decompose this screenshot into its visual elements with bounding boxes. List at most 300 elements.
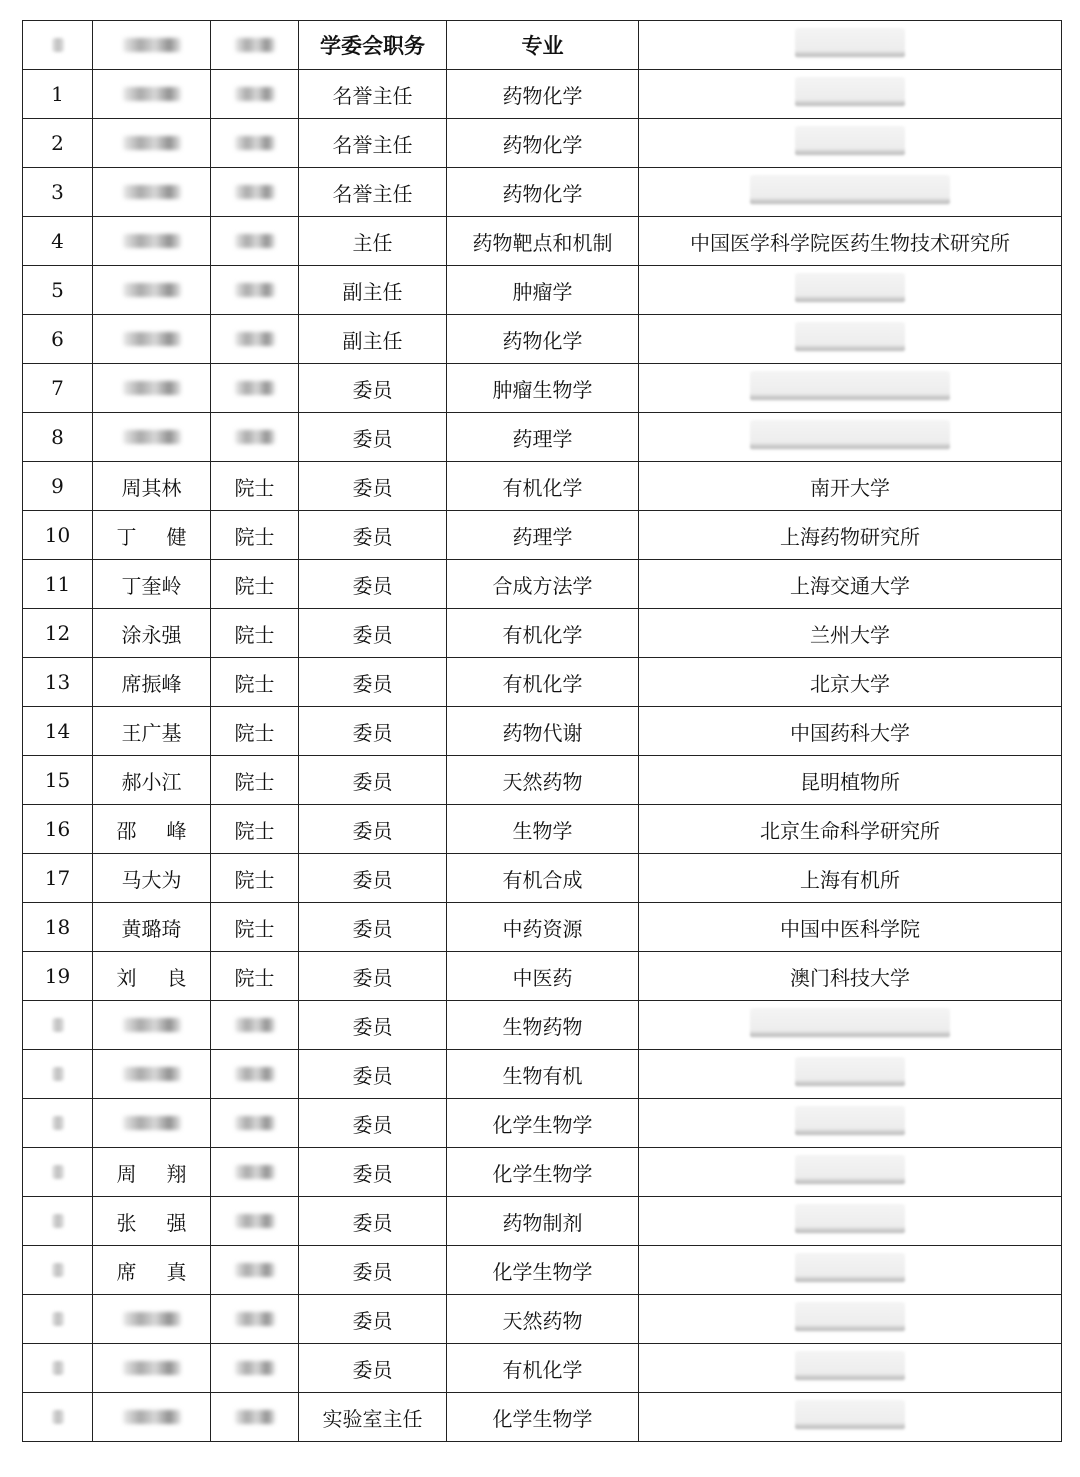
redacted-title xyxy=(235,1018,275,1032)
cell-institution-text: 兰州大学 xyxy=(810,622,890,647)
cell-institution-text: 上海药物研究所 xyxy=(780,524,920,549)
redacted-number xyxy=(52,1214,64,1228)
cell-role-text: 委员 xyxy=(352,867,393,892)
table-row xyxy=(23,266,1062,315)
cell-major-text: 肿瘤生物学 xyxy=(492,377,593,402)
table-row xyxy=(23,70,1062,119)
redacted-institution xyxy=(795,1204,905,1234)
cell-role xyxy=(299,119,447,168)
cell-title xyxy=(211,1050,299,1099)
cell-institution xyxy=(639,560,1062,609)
cell-role xyxy=(299,854,447,903)
cell-title xyxy=(211,952,299,1001)
cell-title xyxy=(211,707,299,756)
cell-title xyxy=(211,511,299,560)
table-row xyxy=(23,1001,1062,1050)
cell-major-text: 生物有机 xyxy=(502,1063,583,1088)
cell-institution xyxy=(639,1344,1062,1393)
cell-title xyxy=(211,1148,299,1197)
cell-number-text: 5 xyxy=(51,278,64,302)
cell-name-text: 席 真 xyxy=(116,1259,187,1284)
cell-major xyxy=(447,1148,639,1197)
cell-name xyxy=(93,315,211,364)
cell-major-text: 药物化学 xyxy=(502,83,583,108)
cell-title xyxy=(211,168,299,217)
cell-name-text: 席振峰 xyxy=(121,671,182,696)
header-major: 专业 xyxy=(447,21,639,70)
table-row xyxy=(23,413,1062,462)
cell-number xyxy=(23,511,93,560)
cell-number xyxy=(23,1148,93,1197)
cell-major-text: 药理学 xyxy=(512,524,573,549)
cell-role-text: 委员 xyxy=(352,1014,393,1039)
redacted-institution xyxy=(795,273,905,303)
cell-major xyxy=(447,903,639,952)
cell-name xyxy=(93,1344,211,1393)
cell-title xyxy=(211,609,299,658)
cell-institution xyxy=(639,1001,1062,1050)
cell-name xyxy=(93,1393,211,1442)
cell-number-text: 16 xyxy=(44,817,71,841)
cell-major-text: 化学生物学 xyxy=(492,1406,593,1431)
redacted-name xyxy=(123,1067,181,1081)
cell-institution xyxy=(639,1246,1062,1295)
cell-title xyxy=(211,658,299,707)
cell-name xyxy=(93,1246,211,1295)
cell-number-text: 17 xyxy=(44,866,71,890)
redacted-name xyxy=(123,1312,181,1326)
cell-title-text: 院士 xyxy=(234,965,275,990)
cell-role xyxy=(299,511,447,560)
redacted-name xyxy=(123,1361,181,1375)
cell-number xyxy=(23,854,93,903)
cell-role xyxy=(299,707,447,756)
redacted-institution xyxy=(795,1253,905,1283)
cell-title xyxy=(211,413,299,462)
cell-title xyxy=(211,462,299,511)
cell-number xyxy=(23,413,93,462)
cell-number xyxy=(23,707,93,756)
cell-number-text: 1 xyxy=(51,82,64,106)
cell-role xyxy=(299,413,447,462)
cell-role xyxy=(299,1099,447,1148)
cell-role xyxy=(299,756,447,805)
cell-major-text: 中药资源 xyxy=(502,916,583,941)
cell-role xyxy=(299,805,447,854)
cell-major-text: 药理学 xyxy=(512,426,573,451)
cell-major-text: 药物代谢 xyxy=(502,720,583,745)
redacted-name xyxy=(123,1116,181,1130)
cell-major xyxy=(447,217,639,266)
cell-title xyxy=(211,1197,299,1246)
cell-role-text: 名誉主任 xyxy=(332,83,413,108)
cell-major-text: 化学生物学 xyxy=(492,1112,593,1137)
cell-title xyxy=(211,1344,299,1393)
cell-major xyxy=(447,756,639,805)
table-row xyxy=(23,805,1062,854)
cell-institution xyxy=(639,1393,1062,1442)
cell-number-text: 11 xyxy=(44,572,71,596)
table-row xyxy=(23,315,1062,364)
cell-institution xyxy=(639,266,1062,315)
cell-major xyxy=(447,511,639,560)
cell-major xyxy=(447,1344,639,1393)
redacted-number xyxy=(52,1263,64,1277)
redacted-title xyxy=(235,185,275,199)
cell-name xyxy=(93,266,211,315)
table-row xyxy=(23,609,1062,658)
cell-name-text: 丁 健 xyxy=(116,524,187,549)
cell-major-text: 药物化学 xyxy=(502,132,583,157)
cell-institution xyxy=(639,315,1062,364)
cell-institution xyxy=(639,511,1062,560)
cell-name xyxy=(93,560,211,609)
cell-role-text: 名誉主任 xyxy=(332,181,413,206)
cell-name xyxy=(93,658,211,707)
cell-major xyxy=(447,609,639,658)
cell-name xyxy=(93,1001,211,1050)
cell-name xyxy=(93,119,211,168)
cell-role-text: 委员 xyxy=(352,1357,393,1382)
cell-title xyxy=(211,560,299,609)
cell-role xyxy=(299,1393,447,1442)
redacted-name xyxy=(123,185,181,199)
cell-major xyxy=(447,1099,639,1148)
redacted-name xyxy=(123,136,181,150)
cell-number-text: 3 xyxy=(51,180,64,204)
cell-institution-text: 昆明植物所 xyxy=(800,769,900,794)
redacted-institution xyxy=(795,322,905,352)
table-row xyxy=(23,854,1062,903)
cell-title xyxy=(211,1099,299,1148)
cell-institution xyxy=(639,1197,1062,1246)
cell-institution xyxy=(639,119,1062,168)
redacted-number xyxy=(52,1018,64,1032)
cell-number xyxy=(23,952,93,1001)
cell-institution xyxy=(639,1050,1062,1099)
cell-major xyxy=(447,1050,639,1099)
cell-major xyxy=(447,560,639,609)
redacted-name xyxy=(123,283,181,297)
cell-name-text: 周 翔 xyxy=(116,1161,187,1186)
cell-major-text: 生物学 xyxy=(512,818,573,843)
table-row xyxy=(23,1050,1062,1099)
cell-role-text: 实验室主任 xyxy=(322,1406,423,1431)
cell-title-text: 院士 xyxy=(234,524,275,549)
cell-title xyxy=(211,364,299,413)
cell-role xyxy=(299,952,447,1001)
cell-role-text: 委员 xyxy=(352,426,393,451)
cell-major xyxy=(447,315,639,364)
cell-major xyxy=(447,168,639,217)
cell-title-text: 院士 xyxy=(234,720,275,745)
cell-number-text: 13 xyxy=(44,670,71,694)
cell-role-text: 委员 xyxy=(352,769,393,794)
cell-major-text: 有机化学 xyxy=(502,1357,583,1382)
cell-major xyxy=(447,266,639,315)
redacted-title xyxy=(235,1263,275,1277)
cell-title xyxy=(211,119,299,168)
cell-title xyxy=(211,756,299,805)
cell-number xyxy=(23,903,93,952)
cell-role-text: 副主任 xyxy=(342,279,403,304)
redacted-name xyxy=(123,381,181,395)
cell-number-text: 14 xyxy=(44,719,71,743)
cell-title xyxy=(211,1246,299,1295)
cell-title xyxy=(211,903,299,952)
cell-institution-text: 北京大学 xyxy=(810,671,890,696)
cell-major xyxy=(447,364,639,413)
cell-title-text: 院士 xyxy=(234,769,275,794)
redacted-number xyxy=(52,1165,64,1179)
cell-number-text: 4 xyxy=(51,229,64,253)
table-row xyxy=(23,511,1062,560)
cell-role xyxy=(299,1295,447,1344)
cell-name xyxy=(93,1050,211,1099)
table-row xyxy=(23,560,1062,609)
cell-role-text: 委员 xyxy=(352,475,393,500)
cell-role-text: 副主任 xyxy=(342,328,403,353)
redacted-institution xyxy=(795,1057,905,1087)
cell-major-text: 药物制剂 xyxy=(502,1210,583,1235)
cell-number xyxy=(23,805,93,854)
cell-name-text: 刘 良 xyxy=(116,965,187,990)
cell-name xyxy=(93,511,211,560)
cell-institution xyxy=(639,1148,1062,1197)
redacted-institution xyxy=(750,175,950,205)
redacted-name xyxy=(123,1410,181,1424)
cell-name xyxy=(93,952,211,1001)
cell-institution xyxy=(639,854,1062,903)
redacted-title xyxy=(235,1067,275,1081)
redacted-number xyxy=(52,1116,64,1130)
cell-name xyxy=(93,364,211,413)
cell-major xyxy=(447,1246,639,1295)
cell-major-text: 药物靶点和机制 xyxy=(472,230,613,255)
table-row xyxy=(23,658,1062,707)
cell-institution xyxy=(639,217,1062,266)
cell-name-text: 涂永强 xyxy=(121,622,182,647)
cell-number xyxy=(23,1050,93,1099)
cell-title xyxy=(211,315,299,364)
cell-name-text: 邵 峰 xyxy=(116,818,187,843)
cell-number xyxy=(23,1295,93,1344)
cell-role-text: 委员 xyxy=(352,1308,393,1333)
cell-name xyxy=(93,1148,211,1197)
cell-major-text: 合成方法学 xyxy=(492,573,593,598)
cell-major-text: 有机化学 xyxy=(502,671,583,696)
redacted-institution xyxy=(795,126,905,156)
table-row xyxy=(23,1393,1062,1442)
cell-major-text: 药物化学 xyxy=(502,328,583,353)
cell-name xyxy=(93,217,211,266)
redacted-name xyxy=(123,332,181,346)
redacted-name xyxy=(123,430,181,444)
header-title xyxy=(211,21,299,70)
cell-role-text: 委员 xyxy=(352,1112,393,1137)
cell-major xyxy=(447,119,639,168)
table-row xyxy=(23,1295,1062,1344)
cell-institution-text: 澳门科技大学 xyxy=(790,965,910,990)
table-row xyxy=(23,462,1062,511)
cell-name xyxy=(93,609,211,658)
cell-number xyxy=(23,217,93,266)
cell-name-text: 张 强 xyxy=(116,1210,187,1235)
cell-role xyxy=(299,315,447,364)
cell-number xyxy=(23,462,93,511)
redacted-title xyxy=(235,1165,275,1179)
cell-title-text: 院士 xyxy=(234,573,275,598)
cell-institution-text: 上海有机所 xyxy=(800,867,900,892)
redacted-institution xyxy=(795,1155,905,1185)
cell-major xyxy=(447,854,639,903)
header-row xyxy=(23,21,1062,70)
committee-roster-table xyxy=(22,20,1062,1442)
cell-major xyxy=(447,413,639,462)
cell-institution xyxy=(639,462,1062,511)
cell-title xyxy=(211,854,299,903)
table-row xyxy=(23,1148,1062,1197)
cell-role xyxy=(299,70,447,119)
cell-major xyxy=(447,1295,639,1344)
redacted-institution xyxy=(795,1106,905,1136)
cell-major-text: 天然药物 xyxy=(502,1308,583,1333)
cell-role xyxy=(299,266,447,315)
cell-institution-text: 中国药科大学 xyxy=(790,720,910,745)
cell-role-text: 委员 xyxy=(352,1063,393,1088)
redacted-institution xyxy=(750,420,950,450)
cell-role xyxy=(299,609,447,658)
cell-number-text: 19 xyxy=(44,964,71,988)
cell-role-text: 委员 xyxy=(352,1210,393,1235)
cell-role xyxy=(299,560,447,609)
header-institution xyxy=(639,21,1062,70)
cell-role-text: 主任 xyxy=(352,230,393,255)
cell-institution xyxy=(639,70,1062,119)
table-row xyxy=(23,756,1062,805)
cell-role xyxy=(299,658,447,707)
cell-role xyxy=(299,1148,447,1197)
table-row xyxy=(23,168,1062,217)
redacted-title xyxy=(235,1116,275,1130)
cell-name xyxy=(93,805,211,854)
cell-major xyxy=(447,658,639,707)
cell-number xyxy=(23,168,93,217)
redacted-title xyxy=(235,234,275,248)
cell-role-text: 委员 xyxy=(352,524,393,549)
cell-number-text: 9 xyxy=(51,474,64,498)
cell-role xyxy=(299,462,447,511)
cell-institution xyxy=(639,364,1062,413)
cell-number xyxy=(23,266,93,315)
cell-institution xyxy=(639,1099,1062,1148)
cell-role xyxy=(299,1197,447,1246)
redacted-name xyxy=(123,1018,181,1032)
cell-major-text: 有机合成 xyxy=(502,867,583,892)
cell-number xyxy=(23,70,93,119)
cell-number xyxy=(23,315,93,364)
cell-role xyxy=(299,1001,447,1050)
cell-number xyxy=(23,1099,93,1148)
cell-role xyxy=(299,217,447,266)
redacted-name xyxy=(123,234,181,248)
redacted-number xyxy=(52,1361,64,1375)
cell-name-text: 王广基 xyxy=(121,720,182,745)
cell-major xyxy=(447,1001,639,1050)
cell-major xyxy=(447,1393,639,1442)
cell-role xyxy=(299,1246,447,1295)
table-row xyxy=(23,1344,1062,1393)
cell-name-text: 丁奎岭 xyxy=(121,573,182,598)
cell-institution-text: 中国医学科学院医药生物技术研究所 xyxy=(690,230,1010,255)
cell-major xyxy=(447,952,639,1001)
cell-institution xyxy=(639,168,1062,217)
table-row xyxy=(23,1246,1062,1295)
cell-role-text: 委员 xyxy=(352,818,393,843)
table-row xyxy=(23,217,1062,266)
cell-major-text: 天然药物 xyxy=(502,769,583,794)
table-row xyxy=(23,1099,1062,1148)
cell-title xyxy=(211,1393,299,1442)
redacted-title xyxy=(235,136,275,150)
cell-number-text: 12 xyxy=(44,621,71,645)
cell-major-text: 有机化学 xyxy=(502,475,583,500)
cell-number-text: 10 xyxy=(44,523,71,547)
cell-role xyxy=(299,1050,447,1099)
cell-role xyxy=(299,364,447,413)
cell-name xyxy=(93,70,211,119)
redacted-institution xyxy=(795,1400,905,1430)
header-number xyxy=(23,21,93,70)
cell-major xyxy=(447,805,639,854)
cell-name-text: 周其林 xyxy=(121,475,182,500)
cell-role-text: 委员 xyxy=(352,916,393,941)
cell-role-text: 委员 xyxy=(352,1161,393,1186)
cell-name-text: 马大为 xyxy=(121,867,182,892)
redacted-name xyxy=(123,87,181,101)
cell-major-text: 有机化学 xyxy=(502,622,583,647)
cell-number-text: 2 xyxy=(51,131,64,155)
cell-title xyxy=(211,1001,299,1050)
cell-title xyxy=(211,1295,299,1344)
cell-major xyxy=(447,462,639,511)
redacted-title xyxy=(235,1214,275,1228)
cell-name xyxy=(93,1099,211,1148)
redacted-title xyxy=(235,1361,275,1375)
table-row xyxy=(23,1197,1062,1246)
redacted-institution xyxy=(795,1351,905,1381)
cell-title-text: 院士 xyxy=(234,916,275,941)
cell-institution xyxy=(639,952,1062,1001)
redacted-title xyxy=(235,1410,275,1424)
cell-role-text: 委员 xyxy=(352,1259,393,1284)
cell-name xyxy=(93,1197,211,1246)
cell-title xyxy=(211,70,299,119)
cell-major-text: 药物化学 xyxy=(502,181,583,206)
cell-role-text: 委员 xyxy=(352,965,393,990)
redacted-institution xyxy=(795,77,905,107)
header-role: 学委会职务 xyxy=(299,21,447,70)
redacted-number xyxy=(52,1312,64,1326)
cell-institution xyxy=(639,1295,1062,1344)
cell-role xyxy=(299,168,447,217)
cell-institution xyxy=(639,805,1062,854)
redacted-title xyxy=(235,430,275,444)
table-body xyxy=(23,70,1062,1442)
redacted-title xyxy=(235,1312,275,1326)
cell-role xyxy=(299,903,447,952)
cell-name xyxy=(93,903,211,952)
